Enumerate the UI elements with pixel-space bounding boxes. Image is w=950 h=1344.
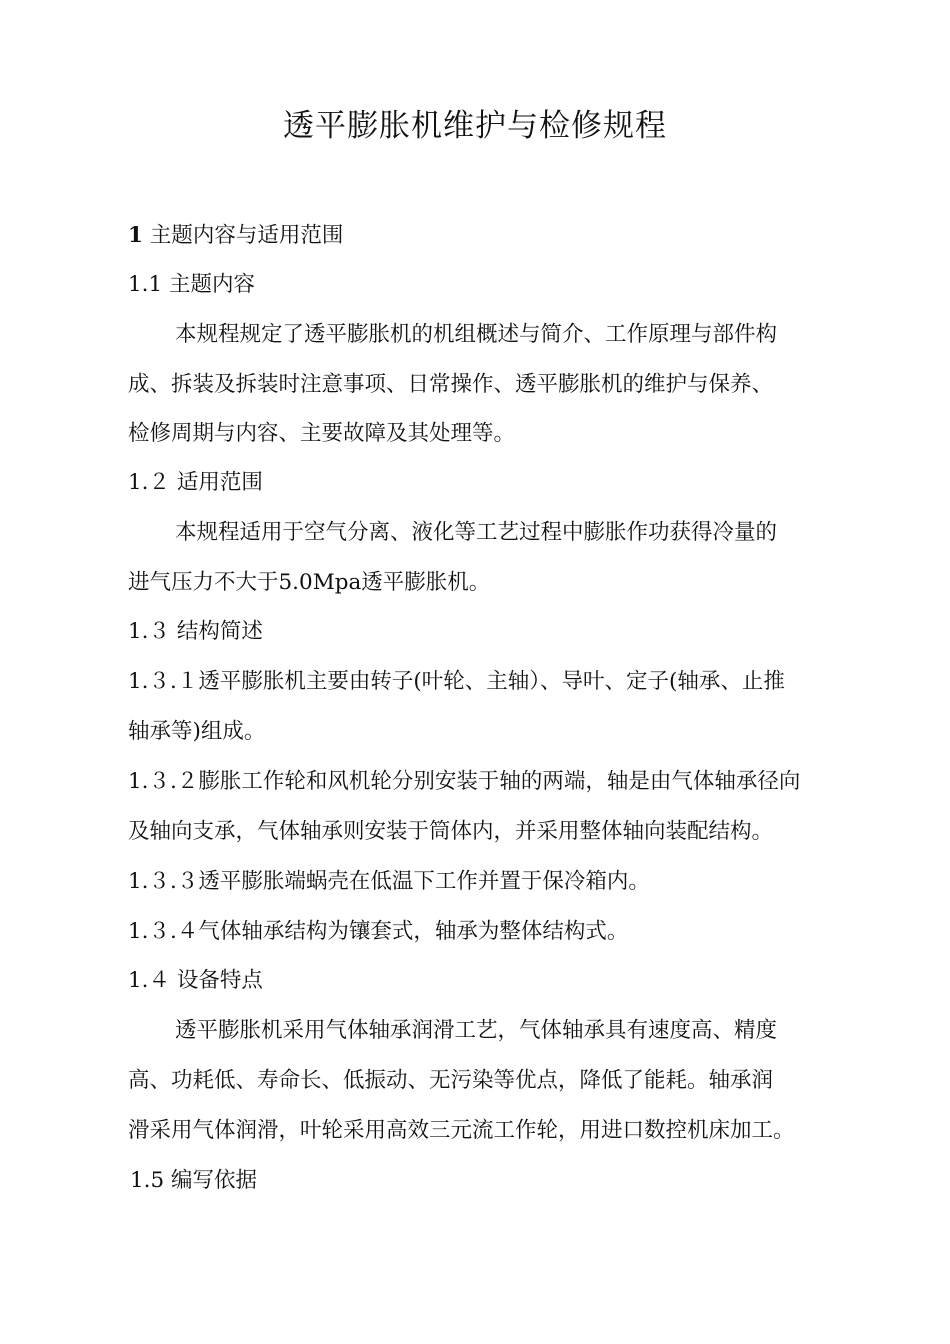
section-1-number: 1 — [128, 223, 143, 248]
list-item-line: 轴承等)组成。 — [128, 719, 266, 744]
paragraph-line: 成、拆装及拆装时注意事项、日常操作、透平膨胀机的维护与保养、 — [128, 372, 774, 397]
section-1-5-heading: 1.5 编写依据 — [130, 1168, 258, 1193]
section-1-4-heading: 1.４ 设备特点 — [128, 968, 263, 993]
list-item-line: 1.３.３透平膨胀端蜗壳在低温下工作并置于保冷箱内。 — [128, 869, 650, 894]
paragraph-line: 检修周期与内容、主要故障及其处理等。 — [128, 421, 516, 446]
section-1-2-heading: 1.２ 适用范围 — [128, 470, 263, 495]
paragraph-line: 进气压力不大于5.0Mpa透平膨胀机。 — [128, 570, 491, 595]
list-item-line: 1.３.４气体轴承结构为镶套式，轴承为整体结构式。 — [128, 919, 629, 944]
paragraph-line: 滑采用气体润滑，叶轮采用高效三元流工作轮，用进口数控机床加工。 — [128, 1118, 795, 1143]
paragraph-line: 本规程适用于空气分离、液化等工艺过程中膨胀作功获得冷量的 — [175, 520, 778, 545]
list-item-line: 1.３.１透平膨胀机主要由转子(叶轮、主轴）、导叶、定子(轴承、止推 — [128, 669, 785, 694]
list-item-line: 及轴向支承，气体轴承则安装于筒体内，并采用整体轴向装配结构。 — [128, 819, 774, 844]
section-1-heading — [128, 220, 818, 252]
paragraph-line: 透平膨胀机采用气体轴承润滑工艺，气体轴承具有速度高、精度 — [175, 1018, 778, 1043]
document-title: 透平膨胀机维护与检修规程 — [283, 108, 667, 144]
section-1-1-heading: 1.1 主题内容 — [128, 272, 256, 297]
section-1-title: 主题内容与适用范围 — [149, 223, 344, 248]
paragraph-line: 本规程规定了透平膨胀机的机组概述与简介、工作原理与部件构 — [175, 322, 778, 347]
section-1-3-heading: 1.３ 结构简述 — [128, 619, 263, 644]
paragraph-line: 高、功耗低、寿命长、低振动、无污染等优点，降低了能耗。轴承润 — [128, 1068, 774, 1093]
list-item-line: 1.３.２膨胀工作轮和风机轮分别安装于轴的两端，轴是由气体轴承径向 — [128, 769, 801, 794]
